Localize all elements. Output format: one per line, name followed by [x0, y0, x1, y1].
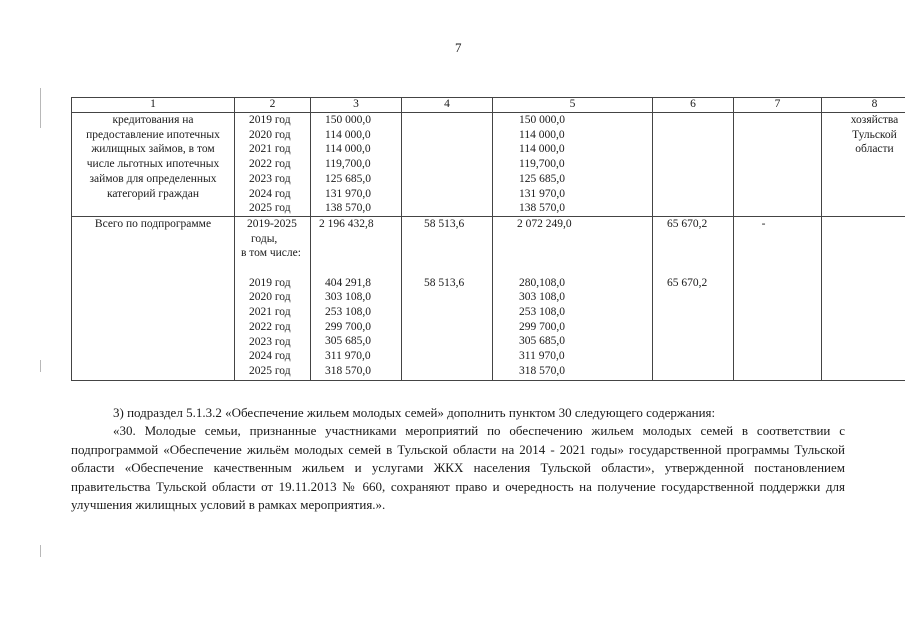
header-cell: 1	[72, 98, 235, 113]
cell-line: 114 000,0	[519, 143, 565, 156]
cell-line: 2021 год	[249, 306, 291, 319]
local-budget-cell	[653, 113, 734, 217]
cell-line: 58 513,6	[424, 276, 465, 289]
cell-line: 2023 год	[249, 172, 291, 185]
years-cell	[235, 113, 311, 217]
executor-cell	[822, 216, 905, 380]
cell-line: области	[855, 143, 894, 156]
cell-line: годы,	[251, 232, 278, 245]
header-cell: 6	[653, 98, 734, 113]
other-sources-cell	[734, 216, 822, 380]
cell-line: кредитования на	[112, 114, 194, 126]
regional-budget-cell	[493, 113, 653, 217]
cell-line: 2024 год	[249, 350, 291, 363]
cell-line: 65 670,2	[667, 217, 708, 230]
table-row	[72, 113, 905, 217]
cell-line: 125 685,0	[325, 172, 371, 185]
page-number: 7	[455, 40, 462, 55]
spacer	[424, 232, 492, 276]
cell-line: 2019 год	[249, 114, 291, 126]
cell-line: 311 970,0	[325, 350, 371, 363]
cell-line: 253 108,0	[519, 306, 565, 319]
cell-line: 305 685,0	[519, 335, 565, 348]
margin-mark	[40, 88, 41, 128]
cell-line: 303 108,0	[325, 291, 371, 304]
header-cell: 4	[402, 98, 493, 113]
activity-name-cell	[72, 113, 235, 217]
cell-line: 2022 год	[249, 158, 291, 171]
cell-line: 2 072 249,0	[517, 217, 572, 230]
margin-mark	[40, 545, 41, 557]
cell-line: 119,700,0	[519, 158, 565, 171]
cell-line: 311 970,0	[519, 350, 565, 363]
years-cell	[235, 216, 311, 380]
cell-line: 2022 год	[249, 320, 291, 333]
cell-line: числе льготных ипотечных	[86, 158, 220, 171]
cell-line: 253 108,0	[325, 306, 371, 319]
regional-budget-cell	[493, 216, 653, 380]
cell-line: 2 196 432,8	[319, 217, 374, 230]
spacer	[517, 232, 652, 276]
cell-line: категорий граждан	[106, 187, 200, 200]
federal-budget-cell	[402, 113, 493, 217]
cell-line: 114 000,0	[325, 143, 371, 156]
margin-mark	[40, 360, 41, 372]
cell-line: займов для определенных	[89, 172, 217, 185]
cell-line: 150 000,0	[325, 114, 371, 126]
header-cell: 2	[235, 98, 311, 113]
cell-line: 58 513,6	[424, 217, 465, 230]
cell-line: в том числе:	[241, 247, 301, 260]
other-sources-cell	[734, 113, 822, 217]
cell-line: 2025 год	[249, 364, 291, 377]
cell-line: 138 570,0	[519, 202, 565, 215]
table-header-row	[72, 98, 905, 113]
header-cell: 3	[311, 98, 402, 113]
cell-line: 299 700,0	[519, 320, 565, 333]
cell-line: 280,108,0	[519, 276, 565, 289]
cell-line: предоставление ипотечных	[86, 128, 220, 141]
spacer	[667, 232, 733, 276]
cell-line: 2025 год	[249, 202, 291, 215]
header-cell: 8	[822, 98, 905, 113]
cell-line: 2023 год	[249, 335, 291, 348]
cell-line: 2020 год	[249, 291, 291, 304]
cell-line: 2020 год	[249, 128, 291, 141]
federal-budget-cell	[402, 216, 493, 380]
cell-line: 114 000,0	[325, 128, 371, 141]
cell-line: 2021 год	[249, 143, 291, 156]
cell-line: 2019 год	[249, 276, 291, 289]
spacer	[241, 261, 310, 276]
header-cell: 7	[734, 98, 822, 113]
cell-line: 119,700,0	[325, 158, 371, 171]
cell-line: 114 000,0	[519, 128, 565, 141]
cell-line: 2024 год	[249, 187, 291, 200]
total-amount-cell	[311, 216, 402, 380]
cell-line: 305 685,0	[325, 335, 371, 348]
cell-line: 65 670,2	[667, 276, 708, 289]
cell-line: 131 970,0	[519, 187, 565, 200]
total-amount-cell	[311, 113, 402, 217]
cell-line: Тульской	[852, 128, 897, 141]
paragraph-amendment: 3) подраздел 5.1.3.2 «Обеспечение жильем молодых семей» дополнить пунктом 30 следующего содержания:	[113, 405, 716, 420]
cell-line: 303 108,0	[519, 291, 565, 304]
table-row-total	[72, 216, 905, 380]
cell-line: -	[761, 217, 766, 230]
program-table	[71, 97, 905, 381]
cell-line: 318 570,0	[519, 364, 565, 377]
paragraph-point-30: «30. Молодые семьи, признанные участниками мероприятий по обеспечению жильем молодых семей в соответствии с подпрограммой «Обеспечение жильём молодых семей в Тульской области на 2014 - 2021 годы» государственной программы Тульской области «Обеспечение качественным жильем и услугами ЖКХ населения Тульской области», утвержденной постановлением правительства Тульской области от 19.11.2013 № 660, сохраняют право и очередность на получение государственной поддержки для улучшения жилищных условий в рамках мероприятия.».	[71, 423, 845, 512]
cell-line: 131 970,0	[325, 187, 371, 200]
local-budget-cell	[653, 216, 734, 380]
cell-line: 150 000,0	[519, 114, 565, 126]
cell-line: хозяйства	[850, 114, 899, 126]
cell-line: 2019-2025	[247, 217, 297, 230]
cell-line: жилищных займов, в том	[91, 143, 215, 156]
cell-line: 404 291,8	[325, 276, 371, 289]
cell-line: 125 685,0	[519, 172, 565, 185]
cell-line: 299 700,0	[325, 320, 371, 333]
total-label-cell	[72, 216, 235, 380]
cell-line: 138 570,0	[325, 202, 371, 215]
cell-line: 318 570,0	[325, 364, 371, 377]
cell-line: Всего по подпрограмме	[94, 217, 212, 230]
header-cell: 5	[493, 98, 653, 113]
executor-cell	[822, 113, 905, 217]
spacer	[319, 232, 401, 276]
